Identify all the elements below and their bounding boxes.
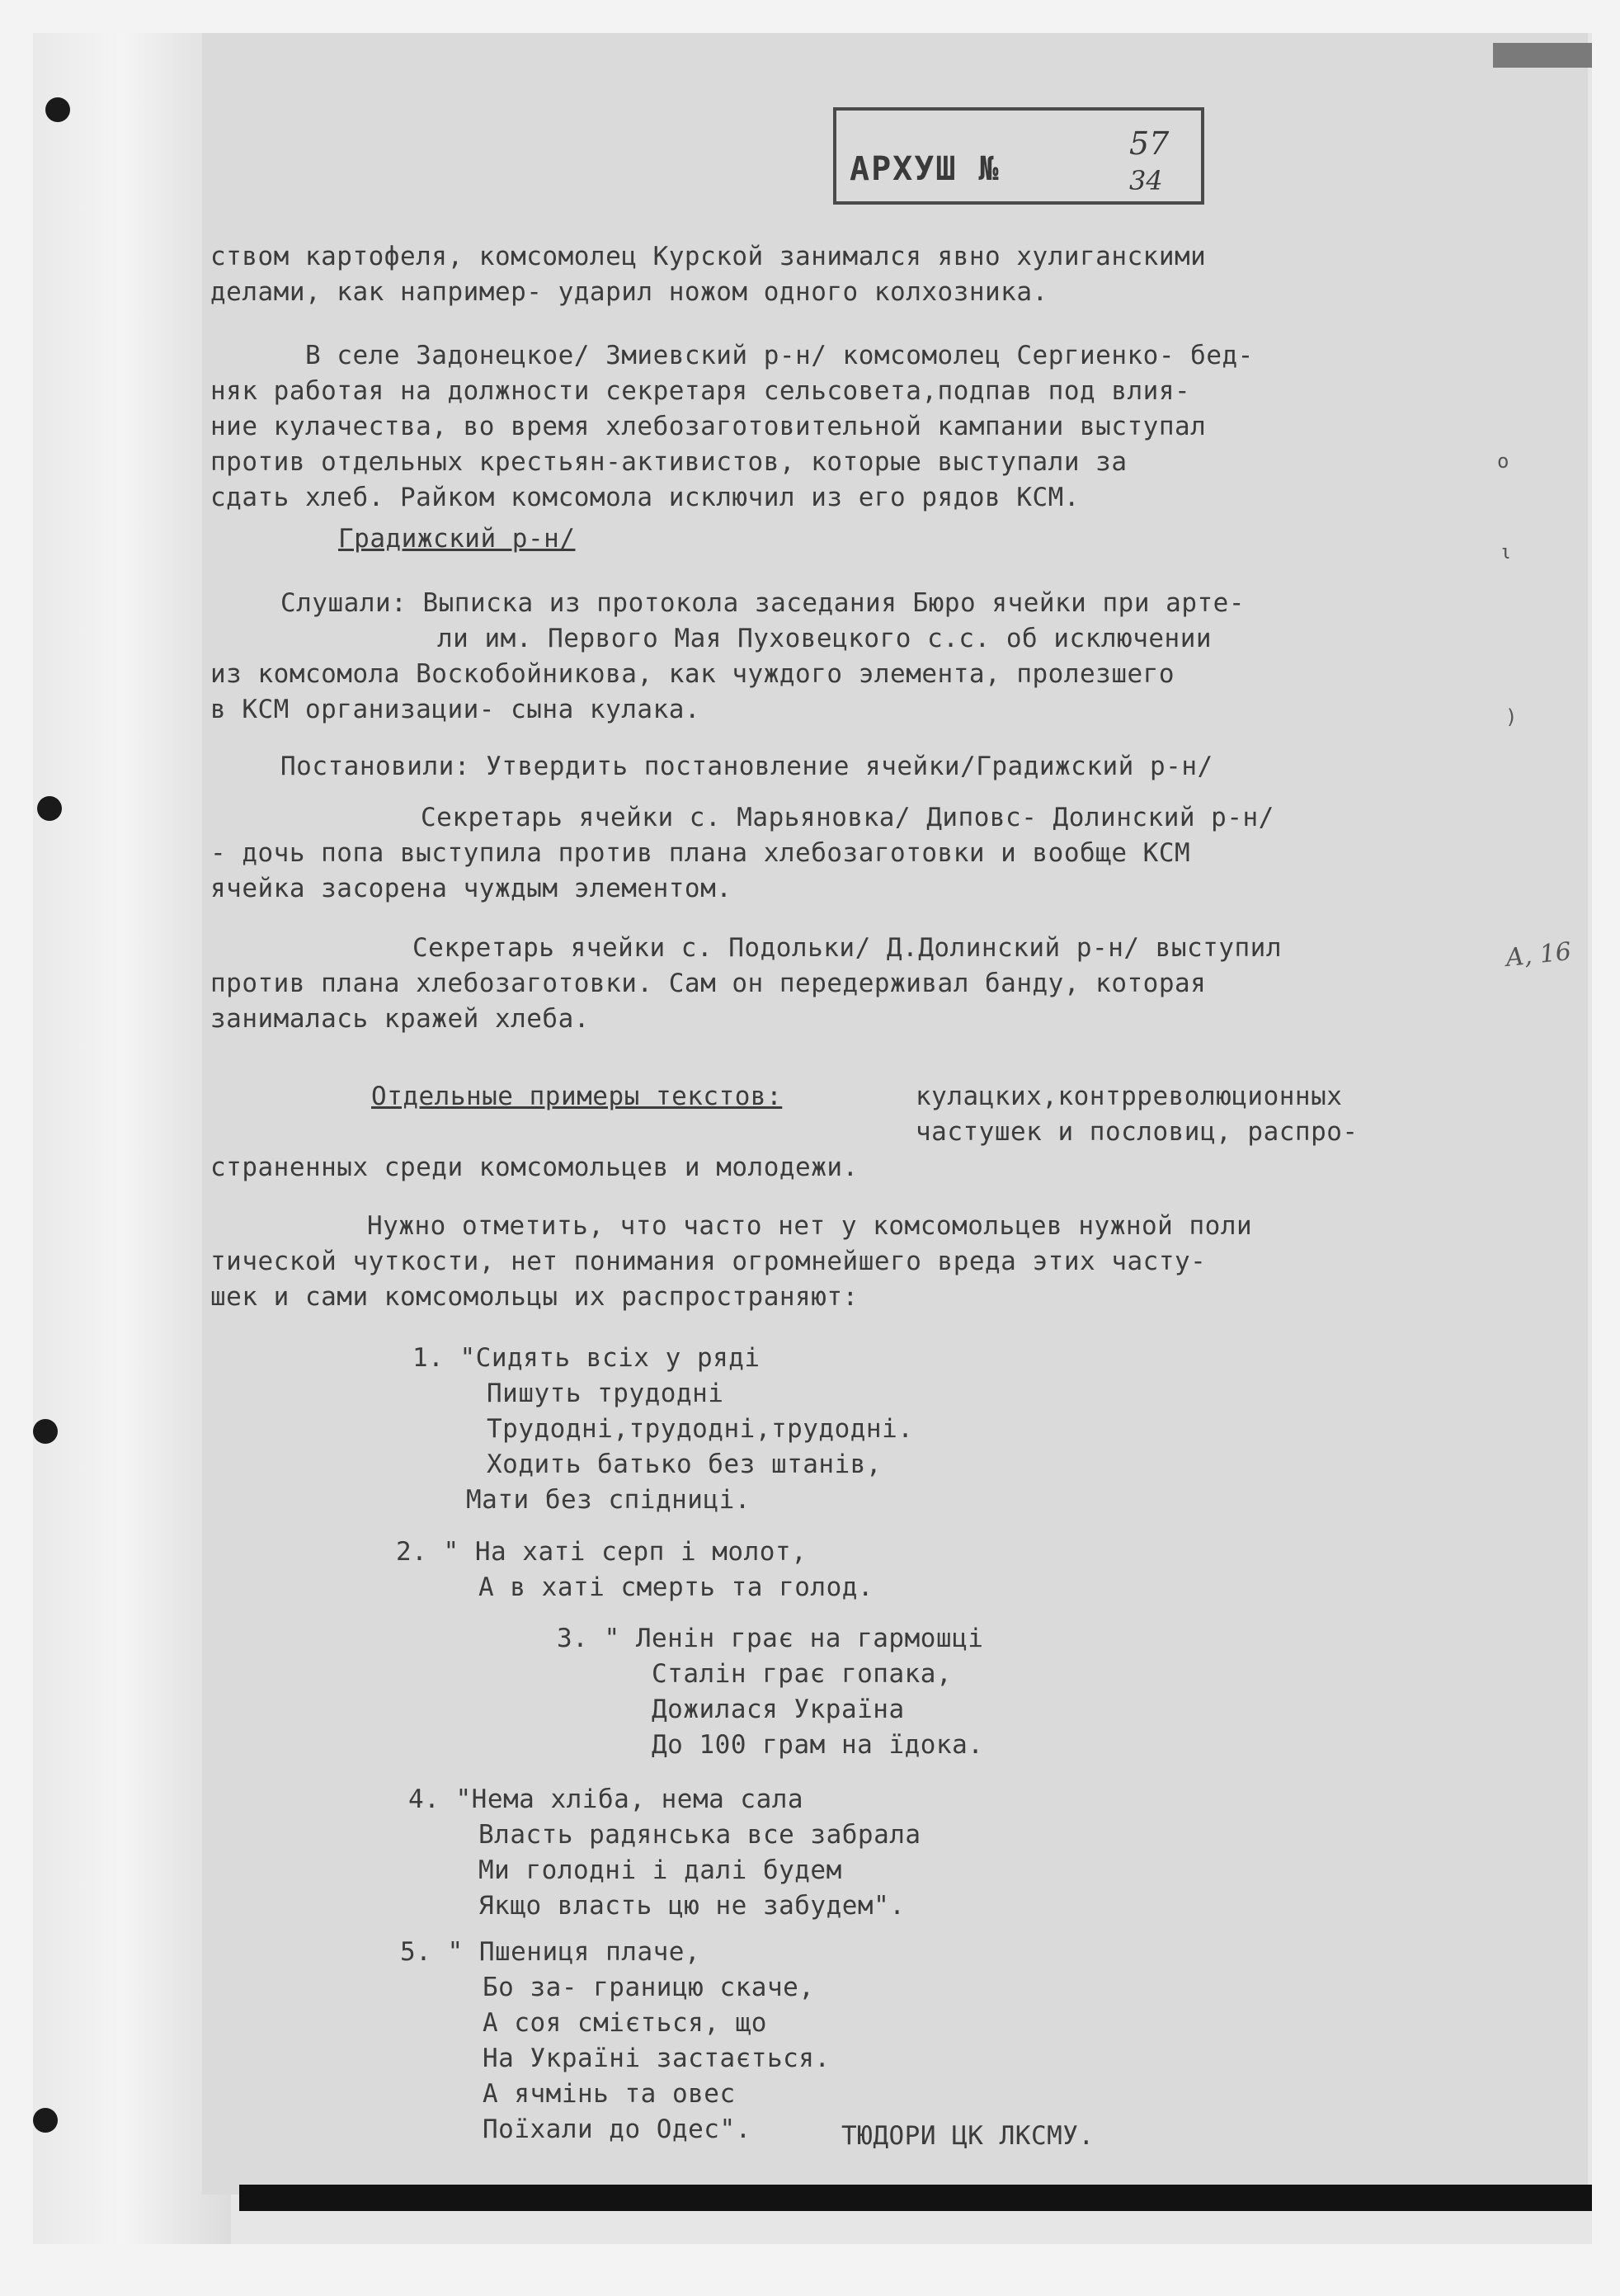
margin-mark: ι xyxy=(1500,540,1512,563)
verse-line: 2. " На хатi серп i молот, xyxy=(396,1537,808,1567)
verse-line: А в хатi смерть та голод. xyxy=(478,1572,874,1602)
text-line: ством картофеля, комсомолец Курской занимался явно хулиганскими xyxy=(210,242,1207,271)
verse-line: Мати без спiдницi. xyxy=(466,1485,751,1515)
text-line: Постановили: Утвердить постановление ячейки/Градижский р-н/ xyxy=(280,752,1213,781)
verse-line: Пишуть трудоднi xyxy=(487,1379,724,1408)
verse-line: Ми голоднi i далi будем xyxy=(478,1855,842,1885)
text-line: шек и сами комсомольцы их распространяют: xyxy=(210,1282,859,1312)
stamp-number: 57 xyxy=(1129,125,1170,162)
verse-line: Трудоднi,трудоднi,трудоднi. xyxy=(487,1414,914,1444)
text-line: Нужно отметить, что часто нет у комсомольцев нужной поли xyxy=(367,1211,1253,1241)
punch-hole xyxy=(33,1419,58,1444)
verse-line: На Українi застається. xyxy=(483,2044,831,2073)
bottom-edge-shadow xyxy=(239,2185,1592,2211)
punch-hole xyxy=(33,2108,58,2133)
verse-line: 5. " Пшениця плаче, xyxy=(400,1937,701,1967)
text-line: против отдельных крестьян-активистов, которые выступали за xyxy=(210,447,1128,477)
text-line: в КСМ организации- сына кулака. xyxy=(210,695,701,724)
handwritten-margin-note: А, 16 xyxy=(1504,936,1573,974)
verse-line: Ходить батько без штанiв, xyxy=(487,1450,883,1479)
text-line: занималась кражей хлеба. xyxy=(210,1004,590,1034)
text-line: против плана хлебозаготовки. Сам он передерживал банду, которая xyxy=(210,969,1207,998)
text-line: страненных среди комсомольцев и молодежи. xyxy=(210,1153,859,1182)
section-heading: Отдельные примеры текстов: xyxy=(371,1082,783,1111)
page-corner-shadow xyxy=(1493,43,1592,68)
margin-mark: o xyxy=(1497,450,1509,473)
text-line: Слушали: Выписка из протокола заседания Бюро ячейки при арте- xyxy=(280,588,1245,618)
verse-line: 1. "Сидять всiх у рядi xyxy=(412,1343,761,1373)
verse-line: Бо за- границю скаче, xyxy=(483,1973,815,2002)
archive-stamp xyxy=(833,107,1204,205)
verse-line: А ячмiнь та овес xyxy=(483,2079,736,2109)
stamp-sub-number: 34 xyxy=(1129,165,1163,196)
text-line: делами, как например- ударил ножом одного колхозника. xyxy=(210,277,1048,307)
verse-line: А соя смiється, що xyxy=(483,2008,767,2038)
text-line: ли им. Первого Мая Пуховецкого с.с. об исключении xyxy=(437,624,1213,653)
text-line: Секретарь ячейки с. Марьяновка/ Диповс- Долинский р-н/ xyxy=(421,803,1274,832)
text-line: ячейка засорена чуждым элементом. xyxy=(210,874,732,903)
text-line: сдать хлеб. Райком комсомола исключил из его рядов КСМ. xyxy=(210,483,1080,512)
verse-line: 3. " Ленiн грає на гармошцi xyxy=(557,1624,984,1653)
punch-hole xyxy=(45,97,70,122)
verse-line: Власть радянська все забрала xyxy=(478,1820,921,1850)
signature-line: ТЮДОРИ ЦК ЛКСМУ. xyxy=(841,2121,1095,2151)
text-line: кулацких,контрреволюционных xyxy=(916,1082,1343,1111)
verse-line: Сталiн грає гопака, xyxy=(652,1659,953,1689)
verse-line: Якщо власть цю не забудем". xyxy=(478,1891,906,1921)
text-line: Секретарь ячейки с. Подольки/ Д.Долинский р-н/ выступил xyxy=(412,933,1282,963)
verse-line: 4. "Нема хлiба, нема сала xyxy=(408,1784,804,1814)
text-line: частушек и пословиц, распро- xyxy=(916,1117,1359,1147)
binding-strip xyxy=(33,33,231,2244)
text-line: ние кулачества, во время хлебозаготовительной кампании выступал xyxy=(210,412,1207,441)
section-heading: Градижский р-н/ xyxy=(338,524,576,554)
verse-line: До 100 грам на їдока. xyxy=(652,1730,984,1760)
text-line: тической чуткости, нет понимания огромнейшего вреда этих часту- xyxy=(210,1247,1207,1276)
text-line: няк работая на должности секретаря сельсовета,подпав под влия- xyxy=(210,376,1191,406)
verse-line: Дожилася Україна xyxy=(652,1695,905,1724)
text-line: - дочь попа выступила против плана хлебозаготовки и вообще КСМ xyxy=(210,838,1191,868)
punch-hole xyxy=(37,796,62,821)
stamp-label: АРХУШ № xyxy=(850,150,1001,188)
verse-line: Поїхали до Одес". xyxy=(483,2114,751,2144)
margin-mark: ) xyxy=(1505,705,1518,728)
text-line: из комсомола Воскобойникова, как чуждого элемента, пролезшего xyxy=(210,659,1175,689)
text-line: В селе Задонецкое/ Змиевский р-н/ комсомолец Сергиенко- бед- xyxy=(305,341,1254,370)
